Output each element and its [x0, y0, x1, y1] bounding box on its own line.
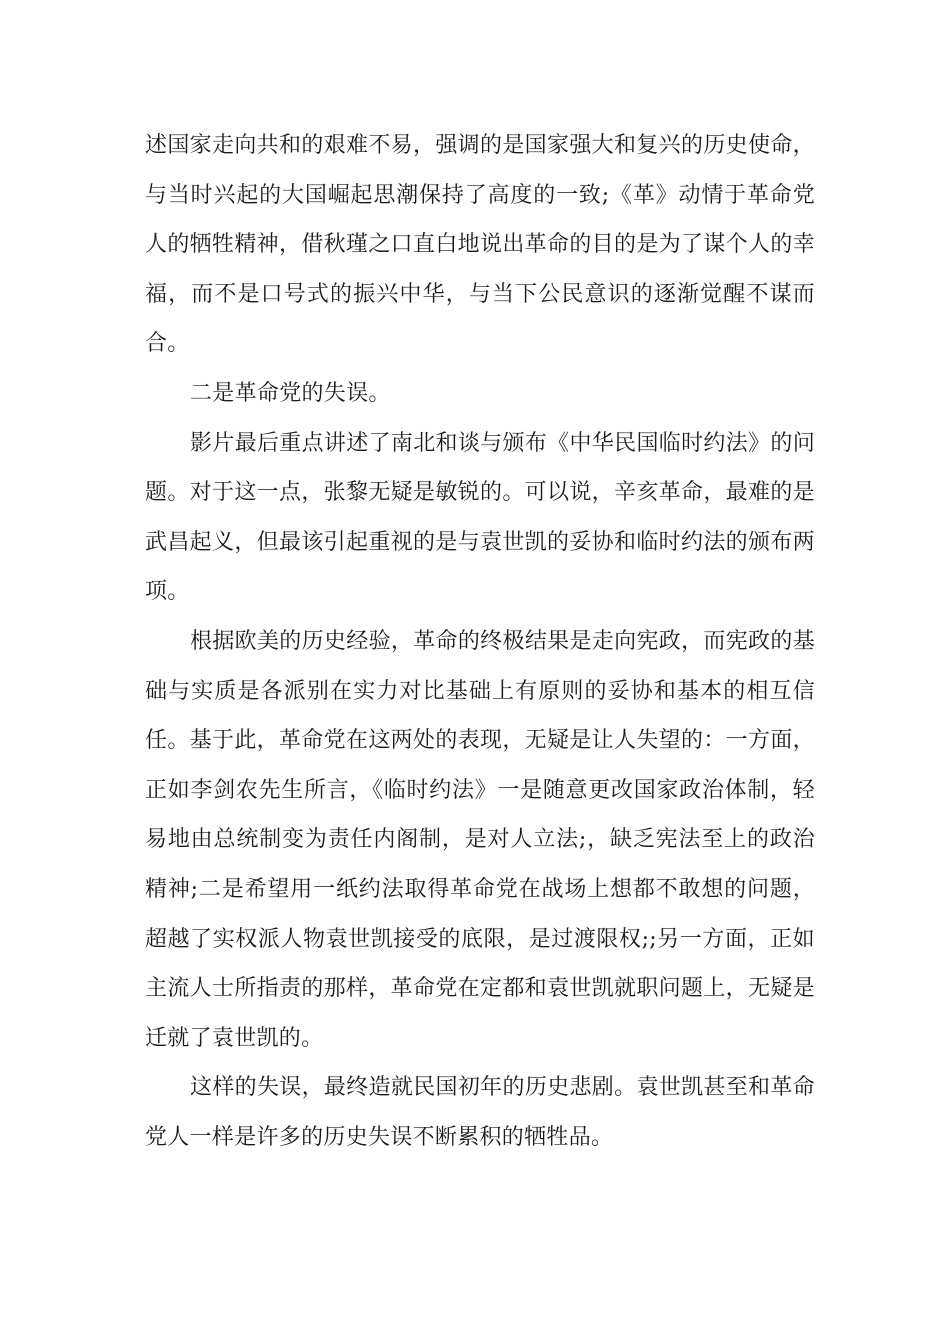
document-page: [145, 121, 815, 1162]
paragraph-continuation: 述国家走向共和的艰难不易，强调的是国家强大和复兴的历史使命，与当时兴起的大国崛起思潮保持了高度的一致;《革》动情于革命党人的牺牲精神，借秋瑾之口直白地说出革命的目的是为了谋个人的幸福，而不是口号式的振兴中华，与当下公民意识的逐渐觉醒不谋而合。: [145, 133, 815, 357]
paragraph-section-heading: 二是革命党的失误。: [190, 380, 391, 406]
paragraph-peace-talks: 影片最后重点讲述了南北和谈与颁布《中华民国临时约法》的问题。对于这一点，张黎无疑是敏锐的。可以说，辛亥革命，最难的是武昌起义，但最该引起重视的是与袁世凯的妥协和临时约法的颁布两项。: [145, 430, 815, 605]
paragraph-constitutionalism: 根据欧美的历史经验，革命的终极结果是走向宪政，而宪政的基础与实质是各派别在实力对比基础上有原则的妥协和基本的相互信任。基于此，革命党在这两处的表现，无疑是让人失望的：一方面，正如李剑农先生所言，《临时约法》一是随意更改国家政治体制，轻易地由总统制变为责任内阁制，是对人立法;，缺乏宪法至上的政治精神;二是希望用一纸约法取得革命党在战场上想都不敢想的问题，超越了实权派人物袁世凯接受的底限，是过渡限权;;另一方面，正如主流人士所指责的那样，革命党在定都和袁世凯就职问题上，无疑是迁就了袁世凯的。: [145, 628, 815, 1051]
paragraph-conclusion: 这样的失误，最终造就民国初年的历史悲剧。袁世凯甚至和革命党人一样是许多的历史失误不断累积的牺牲品。: [145, 1075, 815, 1150]
